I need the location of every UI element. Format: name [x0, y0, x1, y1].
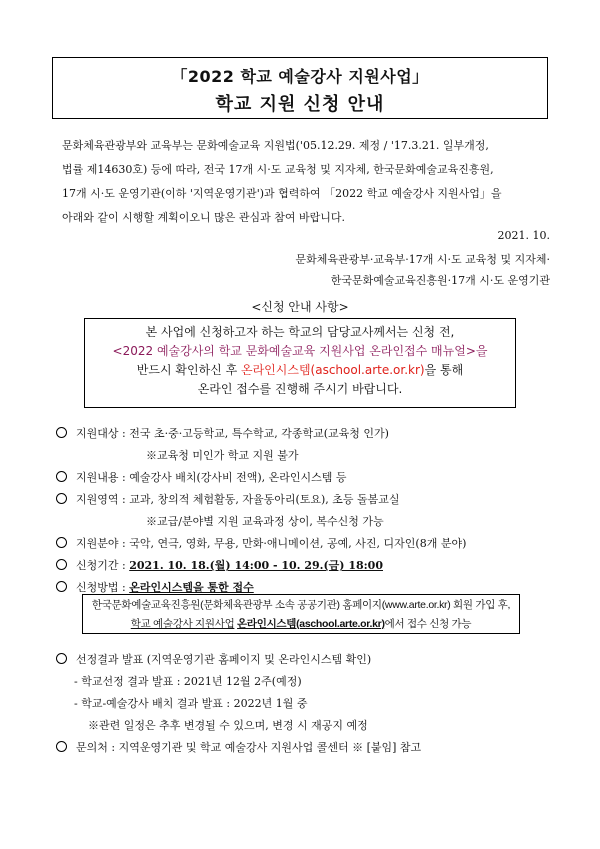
notice-line: 본 사업에 신청하고자 하는 학교의 담당교사께서는 신청 전,: [145, 325, 455, 339]
signatory-line: 한국문화예술교육진흥원·17개 시·도 운영기관: [330, 274, 550, 287]
item-text: 문의처 : 지역운영기관 및 학교 예술강사 지원사업 콜센터 ※ [붙임] 참고: [76, 741, 422, 754]
item-text: 지원분야 : 국악, 연극, 영화, 무용, 만화·애니메이션, 공예, 사진, 디자인(8개 분야): [76, 537, 467, 550]
intro-paragraph: [62, 134, 554, 230]
title-line2: 학교 지원 신청 안내: [215, 94, 385, 115]
manual-reference: <2022 예술강사의 학교 문화예술교육 지원사업 온라인접수 매뉴얼>을: [112, 344, 488, 358]
notice-text: 반드시 확인하신 후: [136, 363, 241, 377]
result-sub: - 학교-예술강사 배치 결과 발표 : 2022년 1월 중: [74, 697, 308, 710]
method-box-line: 한국문화예술교육진흥원(문화체육관광부 소속 공공기관) 홈페이지(www.arte.or.kr) 회원 가입 후,: [91, 599, 511, 611]
notice-line: 온라인 접수를 진행해 주시기 바랍니다.: [197, 382, 403, 396]
list-item-result: [56, 651, 371, 667]
program-name: 학교 예술강사 지원사업: [130, 618, 235, 630]
intro-line: 17개 시·도 운영기관(이하 '지역운영기관')과 협력하여 「2022 학교 예술강사 지원사업」을: [62, 187, 502, 200]
circle-bullet-icon: [56, 537, 67, 548]
list-item-period: [56, 557, 383, 573]
circle-bullet-icon: [56, 559, 67, 570]
result-sub: - 학교선정 결과 발표 : 2021년 12월 2주(예정): [74, 675, 302, 688]
list-item-method: [56, 579, 254, 595]
item-text: 지원영역 : 교과, 창의적 체험활동, 자율동아리(토요), 초등 돌봄교실: [76, 493, 400, 506]
method-box-text: 에서 접수 신청 가능: [384, 618, 472, 630]
item-text: 지원내용 : 예술강사 배치(강사비 전액), 온라인시스템 등: [76, 471, 347, 484]
list-item-field: [56, 535, 466, 551]
notice-heading: <신청 안내 사항>: [251, 300, 349, 314]
intro-line: 문화체육관광부와 교육부는 문화예술교육 지원법('05.12.29. 제정 / '17.3.21. 일부개정,: [62, 139, 489, 152]
list-item-target: [56, 425, 389, 441]
circle-bullet-icon: [56, 493, 67, 504]
item-label: 신청기간 :: [76, 559, 130, 572]
circle-bullet-icon: [56, 741, 67, 752]
intro-line: 법률 제14630호) 등에 따라, 전국 17개 시·도 교육청 및 지자체, 한국문화예술교육진흥원,: [62, 163, 494, 176]
list-item-content: [56, 469, 347, 485]
circle-bullet-icon: [56, 427, 67, 438]
target-note: ※교육청 미인가 학교 지원 불가: [146, 449, 299, 462]
title-line1: 「2022 학교 예술강사 지원사업」: [171, 67, 429, 86]
area-note: ※교급/분야별 지원 교육과정 상이, 복수신청 가능: [146, 515, 384, 528]
item-label: 신청방법 :: [76, 581, 130, 594]
period-value: 2021. 10. 18.(월) 14:00 - 10. 29.(금) 18:00: [129, 559, 383, 572]
circle-bullet-icon: [56, 581, 67, 592]
result-note: ※관련 일정은 추후 변경될 수 있으며, 변경 시 재공지 예정: [88, 719, 368, 732]
list-item-area: [56, 491, 400, 507]
item-text: 지원대상 : 전국 초·중·고등학교, 특수학교, 각종학교(교육청 인가): [76, 427, 389, 440]
title-box: [52, 57, 548, 119]
online-system-link[interactable]: 온라인시스템(aschool.arte.or.kr): [240, 363, 425, 377]
list-item-contact: [56, 739, 421, 755]
item-text: 선정결과 발표 (지역운영기관 홈페이지 및 온라인시스템 확인): [76, 653, 372, 666]
notice-line: [85, 361, 515, 380]
intro-line: 아래와 같이 시행할 계획이오니 많은 관심과 참여 바랍니다.: [62, 211, 345, 224]
online-system-link[interactable]: 온라인시스템(aschool.arte.or.kr): [237, 618, 385, 630]
document-date: 2021. 10.: [497, 229, 550, 242]
notice-box: [84, 318, 516, 408]
method-detail-box: [82, 594, 520, 634]
method-box-line: [83, 615, 519, 634]
method-value: 온라인시스템을 통한 접수: [129, 581, 254, 594]
circle-bullet-icon: [56, 653, 67, 664]
circle-bullet-icon: [56, 471, 67, 482]
notice-text: 을 통해: [424, 363, 464, 377]
signatory-line: 문화체육관광부·교육부·17개 시·도 교육청 및 지자체·: [295, 253, 550, 266]
